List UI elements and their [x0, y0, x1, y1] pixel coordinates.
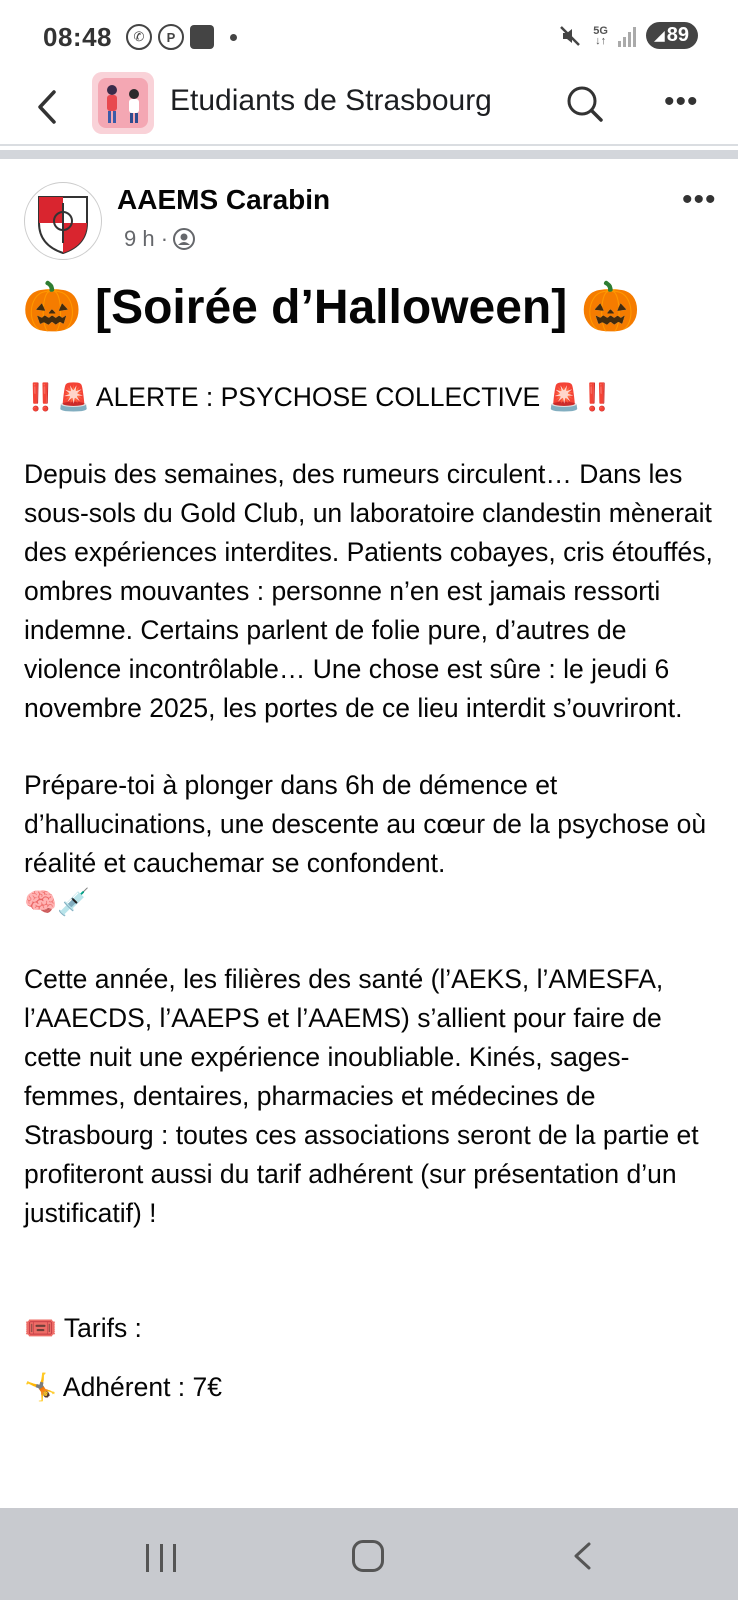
- members-icon: [172, 227, 196, 251]
- pinterest-icon: P: [158, 24, 184, 50]
- system-icons: [557, 22, 698, 49]
- header-divider: [0, 144, 738, 146]
- search-icon[interactable]: [563, 82, 607, 126]
- post-alert: ‼️🚨 ALERTE : PSYCHOSE COLLECTIVE 🚨‼️: [24, 382, 614, 412]
- author-avatar[interactable]: [24, 182, 102, 260]
- post-paragraph-2: Prépare-toi à plonger dans 6h de démence et d’hallucinations, une descente au cœur de la psychose où réalité et cauchemar se confondent. 🧠💉: [24, 770, 707, 918]
- group-avatar[interactable]: [92, 72, 154, 134]
- status-time: 08:48: [43, 22, 112, 52]
- back-arrow-icon[interactable]: [28, 82, 68, 132]
- whatsapp-icon: ✆: [126, 24, 152, 50]
- battery-level: 89: [666, 24, 689, 46]
- notification-icons: [126, 24, 237, 50]
- header-more-button[interactable]: •••: [664, 85, 699, 118]
- post-author[interactable]: AAEMS Carabin: [117, 184, 331, 215]
- status-bar: [0, 0, 738, 78]
- battery-saver-icon: ◢: [653, 27, 665, 43]
- feed-separator: [0, 150, 738, 159]
- signal-icon: [618, 25, 636, 47]
- post-meta: [124, 226, 196, 252]
- system-navigation-bar: [0, 1508, 738, 1600]
- tarif-adherent: 🤸 Adhérent : 7€: [24, 1372, 223, 1402]
- muted-icon: [557, 23, 583, 49]
- post-more-button[interactable]: •••: [682, 183, 717, 216]
- more-notifications-icon: [230, 34, 237, 41]
- battery-indicator: [646, 22, 698, 49]
- post-body: [24, 378, 724, 1407]
- network-type: 5G ↓↑: [593, 24, 608, 47]
- home-button[interactable]: [352, 1540, 384, 1572]
- post-title: 🎃 [Soirée d’Halloween] 🎃: [22, 281, 641, 334]
- system-back-icon[interactable]: [565, 1538, 601, 1574]
- app-icon: [190, 25, 214, 49]
- post-paragraph-3: Cette année, les filières des santé (l’AEKS, l’AMESFA, l’AAECDS, l’AAEPS et l’AAEMS) s’allient pour faire de cette nuit une expérience inoubliable. Kinés, sages-femmes, dentaires, pharmacies et médecines de Strasbourg : toutes ces associations seront de la partie et profiteront aussi du tarif adhérent (sur présentation d’un justificatif) !: [24, 964, 699, 1228]
- tarifs-heading: 🎟️ Tarifs :: [24, 1313, 142, 1343]
- group-title[interactable]: Etudiants de Strasbourg: [170, 84, 492, 117]
- post-paragraph-1: Depuis des semaines, des rumeurs circulent… Dans les sous-sols du Gold Club, un laboratoire clandestin mènerait des expériences interdites. Patients cobayes, cris étouffés, ombres mouvantes : personne n’en est jamais ressorti indemne. Certains parlent de folie pure, d’autres de violence incontrôlable… Une chose est sûre : le jeudi 6 novembre 2025, les portes de ce lieu interdit s’ouvriront.: [24, 459, 713, 723]
- group-header: [0, 70, 738, 144]
- recent-apps-button[interactable]: [146, 1544, 176, 1572]
- post-time[interactable]: 9 h ·: [124, 226, 169, 251]
- brain-syringe-emoji: 🧠💉: [24, 887, 90, 918]
